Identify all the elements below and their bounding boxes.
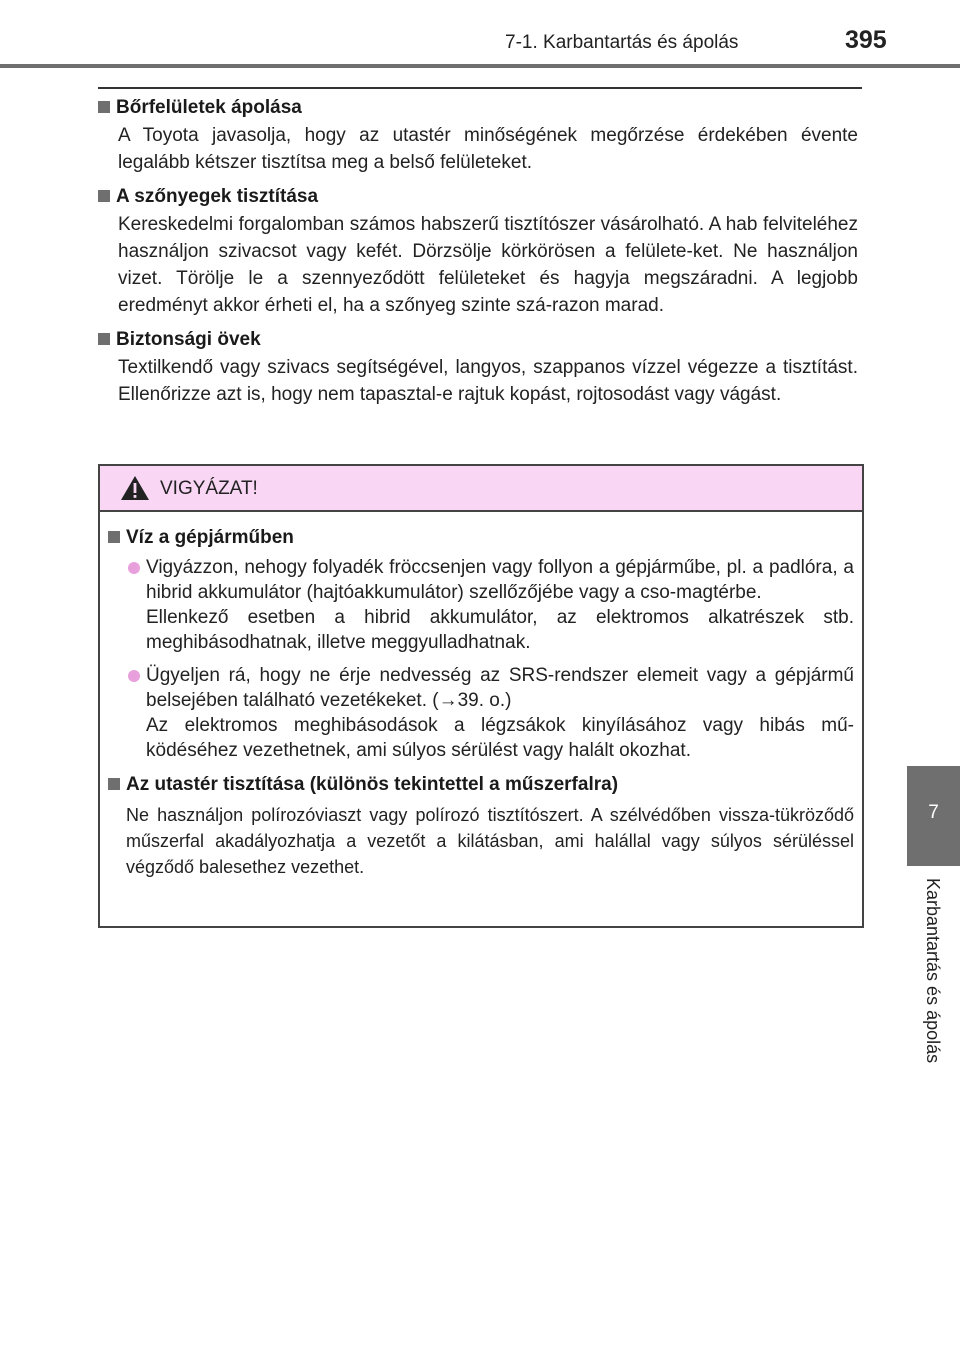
section-title: Bőrfelületek ápolása — [116, 97, 302, 118]
warning-label: VIGYÁZAT! — [160, 478, 258, 499]
chapter-label: Karbantartás és ápolás — [923, 878, 943, 1064]
header-section-title: 7-1. Karbantartás és ápolás — [505, 32, 739, 53]
warning-body — [100, 512, 862, 880]
warning-bullet-text: Ügyeljen rá, hogy ne érje nedvesség az SRS-rendszer elemeit vagy a gépjármű belsejében található vezetékeket. (→39. o.) — [146, 665, 854, 711]
section-seatbelts — [98, 326, 858, 408]
warning-block-body: Ne használjon polírozóviaszt vagy polírozó tisztítószert. A szélvédőben vissza-tükröződő műszerfal akadályozhatja a vezetőt a kilátásban, ami halállal vagy súlyos sérüléssel végződő balesethez vezethet. — [126, 805, 854, 877]
square-bullet-icon — [108, 531, 120, 543]
warning-box — [98, 464, 864, 928]
section-leather — [98, 94, 858, 176]
warning-header — [100, 466, 862, 512]
round-bullet-icon — [128, 562, 140, 574]
section-carpets — [98, 183, 858, 319]
content-top-rule — [98, 87, 862, 89]
page-number: 395 — [845, 26, 887, 54]
warning-bullet-text: Vigyázzon, nehogy folyadék fröccsenjen vagy follyon a gépjárműbe, pl. a padlóra, a hibrid akkumulátor (hajtóakkumulátor) szellőzőjébe vagy a cso-magtérbe. — [146, 557, 854, 603]
warning-bullet-text: Ellenkező esetben a hibrid akkumulátor, az elektromos alkatrészek stb. meghibásodhatnak, illetve meggyulladhatnak. — [146, 607, 854, 653]
section-body: Kereskedelmi forgalomban számos habszerű tisztítószer vásárolható. A hab felviteléhez használjon szivacsot vagy kefét. Dörzsölje körkörösen a felülete-ket. Ne használjon vizet. Törölje le a szennyeződött felületeket és hagyja megszáradni. A legjobb eredményt akkor érheti el, ha a szőnyeg szinte szá-razon marad. — [118, 214, 858, 316]
page-header — [0, 0, 960, 66]
section-body: A Toyota javasolja, hogy az utastér minőségének megőrzése érdekében évente legalább kétszer tisztítsa meg a belső felületeket. — [118, 125, 858, 173]
square-bullet-icon — [108, 778, 120, 790]
warning-bullet — [108, 663, 854, 763]
warning-bullet — [108, 555, 854, 655]
warning-bullet-text: Az elektromos meghibásodások a légzsákok kinyílásához vagy hibás mű-ködéséhez vezethetnek, ami súlyos sérülést vagy halált okozhat. — [146, 715, 854, 761]
section-title: A szőnyegek tisztítása — [116, 186, 319, 207]
section-title: Biztonsági övek — [116, 329, 261, 350]
warning-block-title: Víz a gépjárműben — [126, 527, 294, 548]
round-bullet-icon — [128, 670, 140, 682]
warning-block-title: Az utastér tisztítása (különös tekintettel a műszerfalra) — [126, 774, 619, 795]
section-body: Textilkendő vagy szivacs segítségével, langyos, szappanos vízzel végezze a tisztítást. Ellenőrizze azt is, hogy nem tapasztal-e rajtuk kopást, rojtosodást vagy vágást. — [118, 357, 858, 405]
main-content — [98, 94, 858, 415]
chapter-tab — [907, 766, 960, 866]
warning-triangle-icon — [120, 475, 150, 501]
square-bullet-icon — [98, 333, 110, 345]
header-rule — [0, 64, 960, 68]
square-bullet-icon — [98, 101, 110, 113]
chapter-number: 7 — [928, 802, 939, 823]
square-bullet-icon — [98, 190, 110, 202]
